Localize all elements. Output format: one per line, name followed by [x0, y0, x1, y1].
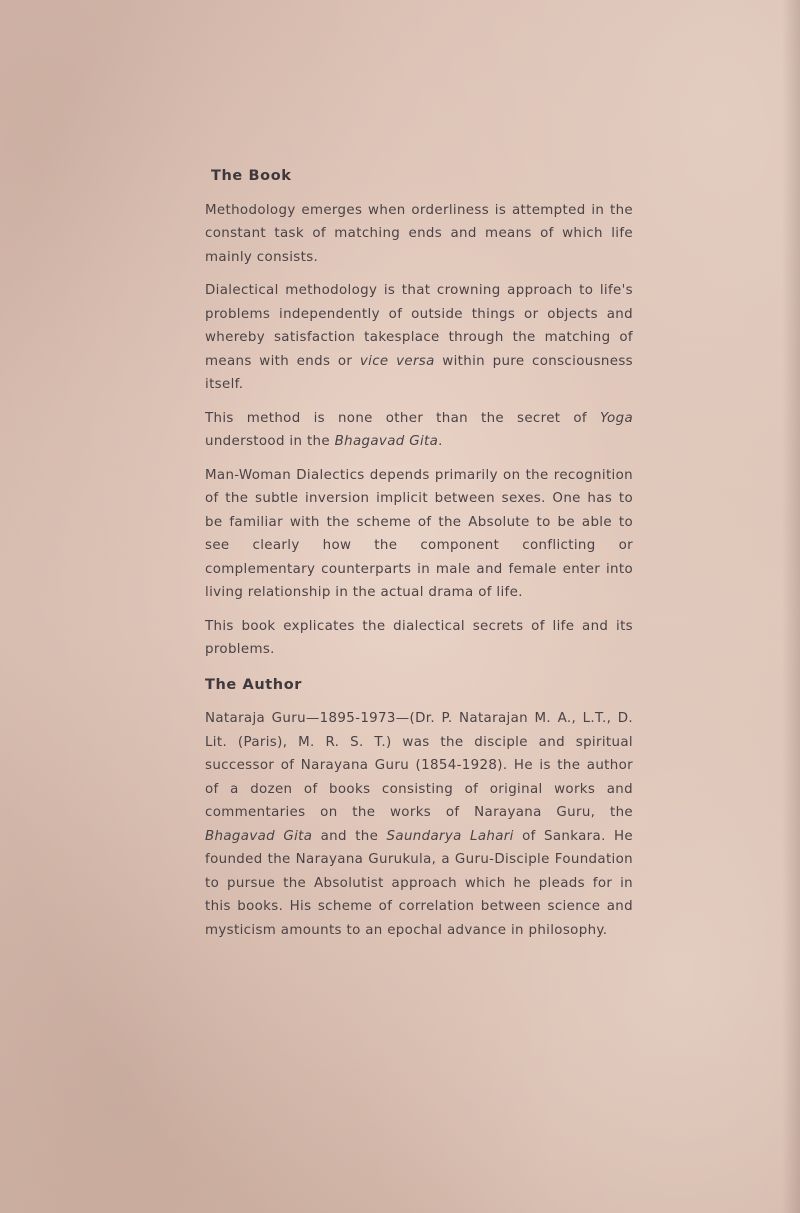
cover-text-block [205, 165, 633, 952]
author-paragraph-italic-lahari: Saundarya Lahari [386, 828, 514, 844]
book-paragraph-2-text-a: Dialectical methodology is that crowning approach to life's problems independently of outside things or objects and whereby satisfaction takesplace through the matching of means with ends or [205, 283, 633, 369]
author-heading: The Author [205, 676, 303, 693]
book-paragraph-1: Methodology emerges when orderliness is attempted in the constant task of matching ends and means of which life mainly consists. [205, 202, 633, 265]
book-paragraph-3 [205, 407, 633, 454]
author-paragraph [205, 707, 633, 942]
book-paragraph-3-italic-gita: Bhagavad Gita [334, 434, 439, 449]
book-paragraph-3-text-a: This method is none other than the secret of [205, 410, 587, 426]
author-paragraph-italic-gita: Bhagavad Gita [205, 828, 313, 844]
book-paragraph-3-italic-yoga: Yoga [600, 410, 634, 426]
book-paragraph-3-text-c: . [438, 434, 443, 449]
book-paragraph-3-text-b: understood in the [205, 434, 330, 449]
book-paragraph-4: Man-Woman Dialectics depends primarily on the recognition of the subtle inversion implicit between sexes. One has to be familiar with the scheme of the Absolute to be able to see clearly how the component conflicting or complementary counterparts in male and female enter into living relationship in the actual drama of life. [205, 467, 633, 600]
author-paragraph-text-c: of Sankara. He founded the Narayana Gurukula, a Guru-Disciple Foundation to pursue the Absolutist approach which he pleads for in this books. His scheme of correlation between science and mysticism amounts to an epochal advance in philosophy. [205, 828, 634, 938]
page-edge-shadow [782, 0, 800, 1213]
book-paragraph-5: This book explicates the dialectical secrets of life and its problems. [205, 618, 633, 657]
book-paragraph-2 [205, 279, 633, 397]
author-paragraph-text-a: Nataraja Guru—1895-1973—(Dr. P. Natarajan M. A., L.T., D. Lit. (Paris), M. R. S. T.) was the disciple and spiritual successor of Narayana Guru (1854-1928). He is the author of a dozen of books consisting of original works and commentaries on the works of Narayana Guru, the [205, 711, 633, 820]
book-paragraph-2-text-b: within pure consciousness itself. [205, 353, 634, 392]
author-paragraph-text-b: and the [320, 828, 379, 844]
book-heading: The Book [211, 168, 292, 184]
book-paragraph-2-italic: vice versa [359, 353, 435, 369]
